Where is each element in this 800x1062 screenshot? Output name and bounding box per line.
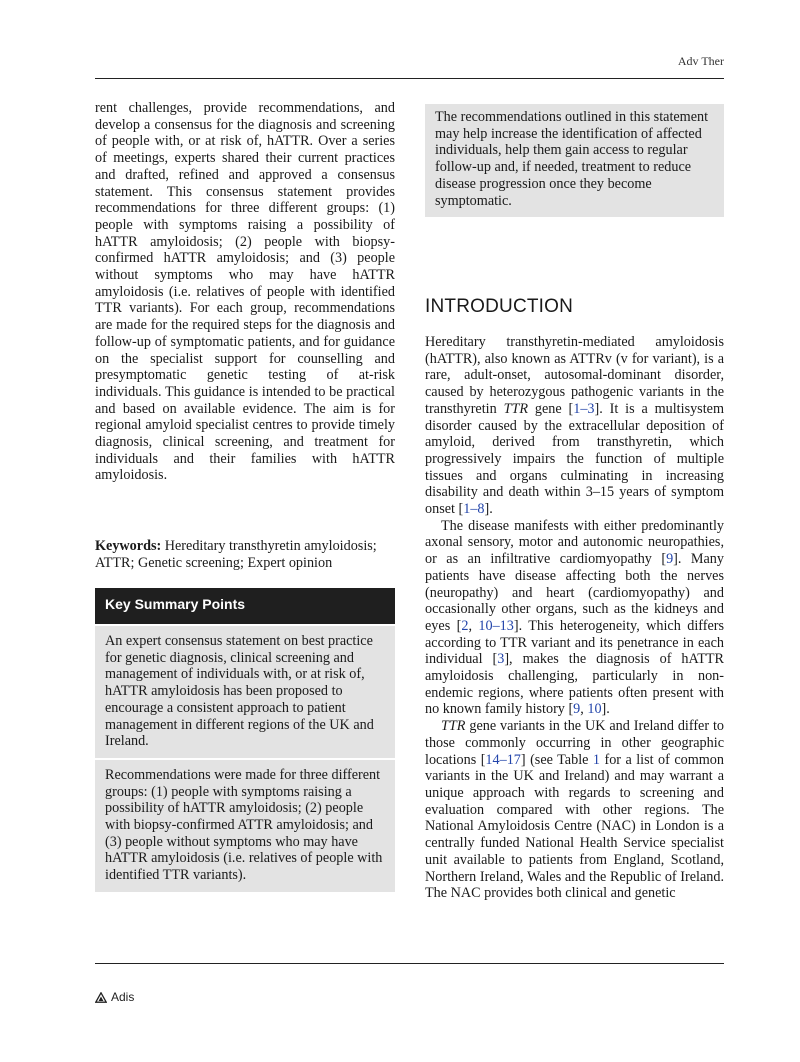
citation-link[interactable]: 1–8 [463,501,485,518]
citation-link[interactable]: 1–3 [573,400,595,417]
key-summary-box [95,588,395,892]
introduction-body [425,334,724,902]
intro-paragraph-2: The disease manifests with either predominantly axonal sensory, motor and autonomic neuropathies, or as an infiltrative cardiomyopathy [9]. Many patients have disease affecting both the nerves (neuropathy) and heart (cardiomyopathy) and occasionally other organs, such as the kidneys and eyes [2, 10–13]. This heterogeneity, which differs according to TTR variant and its penetrance in each individual [3], makes the diagnosis of hATTR amyloidosis challenging, particularly in non-endemic regions, where patients often present with no known family history [9, 10]. [425,517,724,718]
page-header [0,0,800,80]
citation-link[interactable]: 2 [461,617,469,634]
citation-link[interactable]: 10–13 [478,617,514,634]
page-footer [95,990,134,1004]
table-link[interactable]: 1 [592,751,600,768]
citation-link[interactable]: 3 [497,651,505,668]
citation-link[interactable]: 9 [573,701,581,718]
footer-rule [95,963,724,964]
keywords-label: Keywords: [95,538,162,554]
intro-paragraph-3: TTR gene variants in the UK and Ireland differ to those commonly occurring in other geographic locations [14–17] (see Table 1 for a list of common variants in the UK and Ireland) and may warrant a unique approach with regards to screening and evaluation compared with other regions. The National Amyloidosis Centre (NAC) in London is a centrally funded National Health Service specialist unit available to patients from England, Scotland, Northern Ireland, Wales and the Republic of Ireland. The NAC provides both clinical and genetic [425,718,724,902]
key-summary-item: Recommendations were made for three different groups: (1) people with symptoms raising a possibility of hATTR amyloidosis; (2) people with biopsy-confirmed ATTR amyloidosis; and (3) people without symptoms who may have hATTR amyloidosis (i.e. relatives of people with identified TTR variants). [95,760,395,892]
key-summary-continuation-text: The recommendations outlined in this statement may help increase the identification of affected individuals, help them gain access to regular follow-up and, if needed, treatment to reduce disease progression once they become symptomatic. [435,109,709,209]
key-summary-item: An expert consensus statement on best practice for genetic diagnosis, clinical screening and management of individuals with, or at risk of, hATTR amyloidosis has been proposed to encourage a consistent approach to patient management in different regions of the UK and Ireland. [95,626,395,758]
key-summary-continuation-box [425,104,724,217]
key-summary-title: Key Summary Points [95,588,395,624]
citation-link[interactable]: 10 [587,701,602,718]
journal-name: Adv Ther [677,54,724,68]
adis-logo-icon [95,992,107,1003]
abstract-continuation: rent challenges, provide recommendations, and develop a consensus for the diagnosis and screening of people with, or at risk of, hATTR. Over a series of meetings, experts shared their current practices and drafted, refined and approved a consensus statement. This consensus statement provides recommendations for three different groups: (1) people with symptoms raising a possibility of hATTR amyloidosis; (2) people with biopsy-confirmed hATTR amyloidosis; and (3) people without symptoms who may have hATTR amyloidosis (i.e. relatives of people with identified TTR variants). For each group, recommendations are made for the required steps for the diagnosis and follow-up of symptomatic patients, and for guidance on the specialist support for counselling and presymptomatic genetic testing of at-risk individuals. This guidance is intended to be practical and based on available evidence. The aim is for regional amyloid specialist centres to provide timely diagnosis, clinical screening, and treatment for individuals and their families with hATTR amyloidosis. [95,100,395,484]
right-column [425,104,724,217]
header-rule [95,78,724,79]
introduction-heading: INTRODUCTION [425,296,574,317]
intro-paragraph-1: Hereditary transthyretin-mediated amyloidosis (hATTR), also known as ATTRv (v for variant), is a rare, adult-onset, autosomal-dominant disorder, caused by heterozygous pathogenic variants in the transthyretin TTR gene [1–3]. It is a multisystem disorder caused by the extracellular deposition of amyloid, derived from transthyretin, which progressively impairs the function of multiple tissues and organs culminating in increasing disability and death within 3–15 years of symptom onset [1–8]. [425,334,724,518]
citation-link[interactable]: 9 [666,551,674,568]
publisher-name: Adis [111,990,135,1004]
keywords [95,538,395,571]
citation-link[interactable]: 14–17 [485,751,521,768]
left-column [95,100,395,484]
keywords-text: Hereditary transthyretin amyloidosis; ATTR; Genetic screening; Expert opinion [95,538,377,571]
